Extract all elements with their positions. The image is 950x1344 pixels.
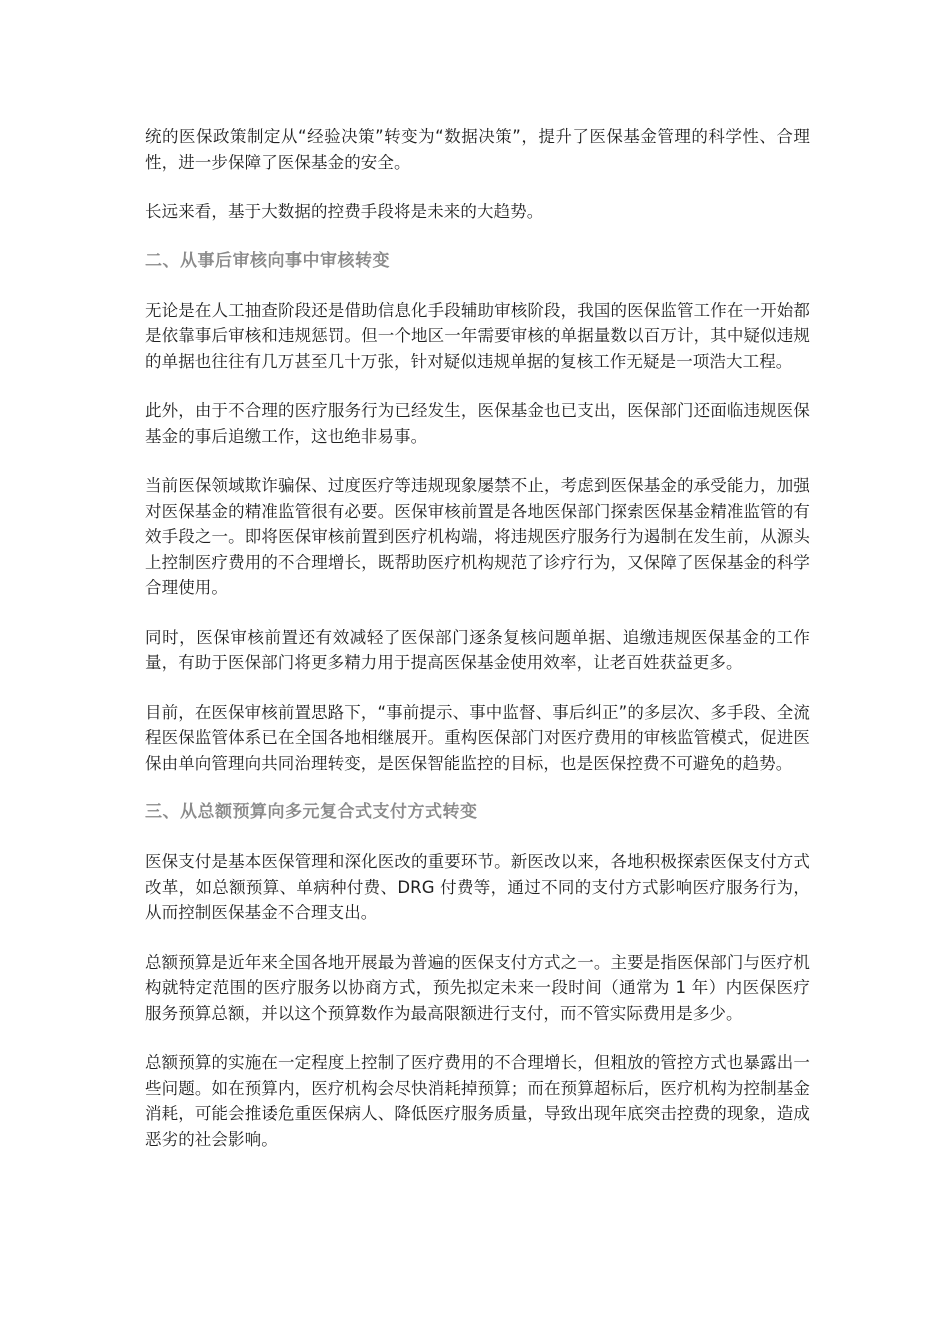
- paragraph-data-driven-policy: 统的医保政策制定从“经验决策”转变为“数据决策”，提升了医保基金管理的科学性、合理性，进一步保障了医保基金的安全。: [145, 127, 810, 172]
- paragraph-long-term-trend: 长远来看，基于大数据的控费手段将是未来的大趋势。: [145, 202, 544, 221]
- paragraph-pre-audit: 当前医保领域欺诈骗保、过度医疗等违规现象屡禁不止，考虑到医保基金的承受能力，加强对医保基金的精准监管很有必要。医保审核前置是各地医保部门探索医保基金精准监管的有效手段之一。即将医保审核前置到医疗机构端，将违规医疗服务行为遏制在发生前，从源头上控制医疗费用的不合理增长，既帮助医疗机构规范了诊疗行为，又保障了医保基金的科学合理使用。: [145, 476, 810, 597]
- section-heading-3: 三、从总额预算向多元复合式支付方式转变: [145, 802, 478, 822]
- paragraph-payment-reform: 医保支付是基本医保管理和深化医改的重要环节。新医改以来，各地积极探索医保支付方式改革，如总额预算、单病种付费、DRG 付费等，通过不同的支付方式影响医疗服务行为，从而控制医保基金不合理支出。: [145, 852, 810, 922]
- section-heading-2: 二、从事后审核向事中审核转变: [145, 250, 390, 271]
- paragraph-budget-problems: 总额预算的实施在一定程度上控制了医疗费用的不合理增长，但粗放的管控方式也暴露出一些问题。如在预算内，医疗机构会尽快消耗掉预算；而在预算超标后，医疗机构为控制基金消耗，可能会推诿危重医保病人、降低医疗服务质量，导致出现年底突击控费的现象，造成恶劣的社会影响。: [145, 1053, 810, 1149]
- paragraph-global-budget: 总额预算是近年来全国各地开展最为普遍的医保支付方式之一。主要是指医保部门与医疗机构就特定范围的医疗服务以协商方式，预先拟定未来一段时间（通常为 1 年）内医保医疗服务预算总额，并以这个预算数作为最高限额进行支付，而不管实际费用是多少。: [145, 952, 810, 1023]
- paragraph-post-audit: 无论是在人工抽查阶段还是借助信息化手段辅助审核阶段，我国的医保监管工作在一开始都是依靠事后审核和违规惩罚。但一个地区一年需要审核的单据量数以百万计，其中疑似违规的单据也往往有几万甚至几十万张，针对疑似违规单据的复核工作无疑是一项浩大工程。: [145, 300, 810, 371]
- paragraph-recovery: 此外，由于不合理的医疗服务行为已经发生，医保基金也已支出，医保部门还面临违规医保基金的事后追缴工作，这也绝非易事。: [145, 401, 810, 446]
- paragraph-supervision-system: 目前，在医保审核前置思路下，“事前提示、事中监督、事后纠正”的多层次、多手段、全流程医保监管体系已在全国各地相继展开。重构医保部门对医疗费用的审核监管模式，促进医保由单向管理向共同治理转变，是医保智能监控的目标，也是医保控费不可避免的趋势。: [145, 702, 810, 773]
- paragraph-workload: 同时，医保审核前置还有效减轻了医保部门逐条复核问题单据、追缴违规医保基金的工作量，有助于医保部门将更多精力用于提高医保基金使用效率，让老百姓获益更多。: [145, 627, 810, 672]
- document-body: [145, 124, 810, 1176]
